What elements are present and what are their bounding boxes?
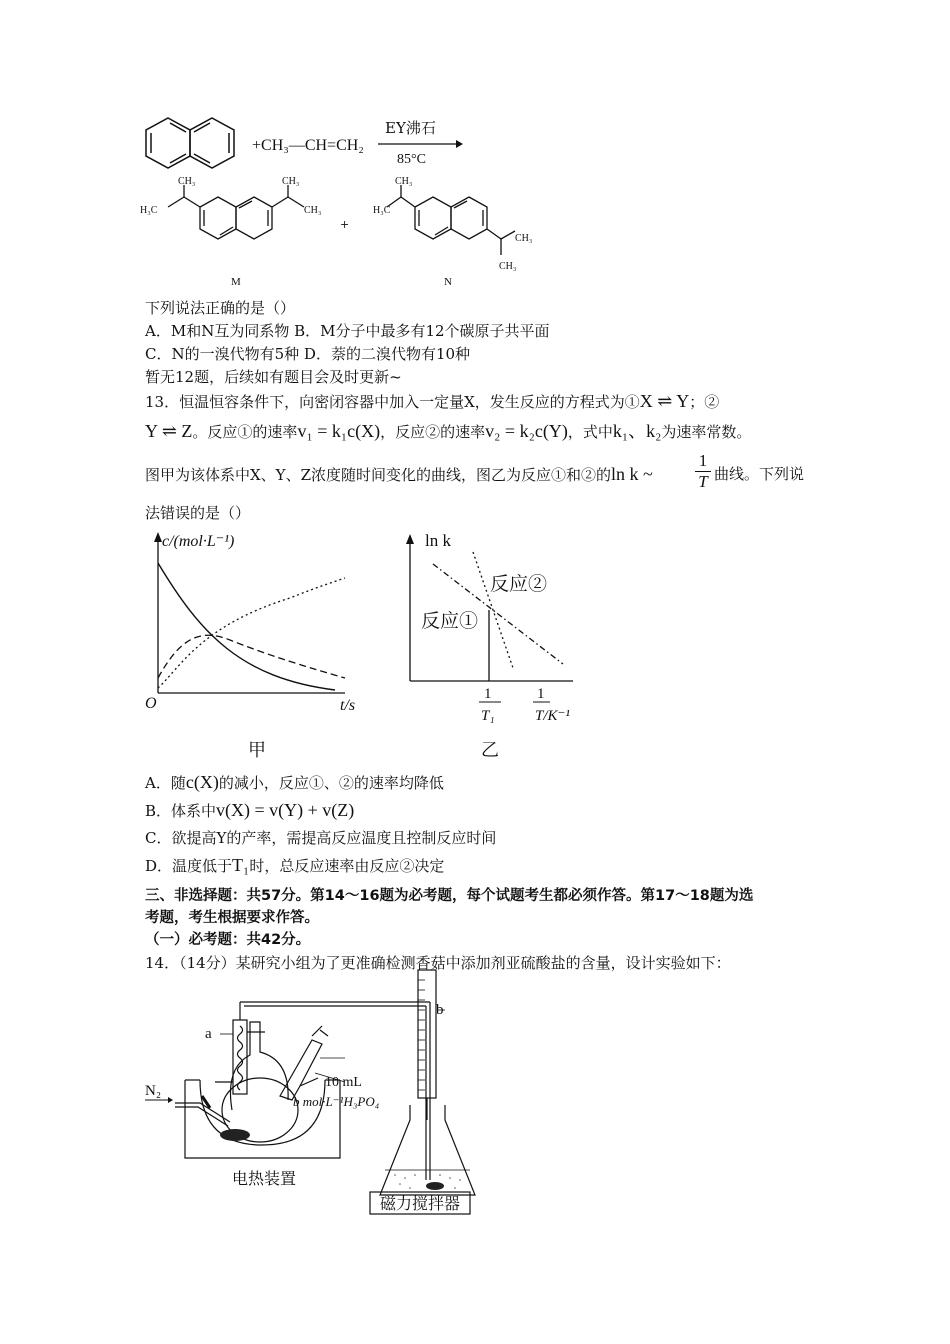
q13-line3a: 图甲为该体系中X、Y、Z浓度随时间变化的曲线，图乙为反应①和②的 (145, 466, 612, 484)
svg-text:H₃C: H₃C (140, 205, 158, 216)
q13-line3b: 曲线。下列说 (714, 465, 805, 483)
q13-frac-den: T (695, 471, 711, 492)
q13-lnk: ln k ~ (611, 464, 653, 484)
q13-option-a-pre: A．随 (145, 774, 186, 792)
fig-b-ylabel: ln k (425, 531, 451, 550)
fig-a-origin: O (145, 695, 157, 712)
label-n2: N₂ (145, 1083, 162, 1099)
q12-note: 暂无12题，后续如有题目会及时更新~ (145, 368, 402, 386)
q13-rate1: v₁ = k₁c(X) (297, 421, 381, 441)
svg-text:CH₃: CH₃ (515, 233, 533, 244)
q13-option-b (145, 800, 354, 821)
q13-line2b: ，反应②的速率 (380, 423, 486, 441)
q13-sep1: ；② (689, 393, 720, 411)
q13-rate2: v₂ = k₂c(Y) (485, 421, 568, 441)
fig-a-ylabel: c/(mol·L⁻¹) (162, 533, 235, 550)
catalyst-label: EY沸石 (385, 119, 436, 137)
label-heater: 电热装置 (232, 1171, 297, 1188)
q13-line4: 法错误的是（） (145, 504, 251, 522)
section3-line1: 三、非选择题：共57分。第14～16题为必考题，每个试题考生都必须作答。第17～18题为选 (145, 888, 754, 904)
figure-jia (140, 528, 370, 768)
reagent-propene: +CH₃—CH=CH₂ (252, 137, 364, 154)
label-reaction2: 反应② (490, 574, 548, 595)
curve-y (158, 635, 345, 678)
curve-x (158, 563, 335, 690)
q13-eq1: X ⇌ Y (639, 391, 690, 411)
svg-text:CH₃: CH₃ (395, 176, 413, 187)
burette (418, 970, 436, 1098)
q12-options-cd: C．N的一溴代物有5种 D．萘的二溴代物有10种 (145, 345, 471, 363)
label-stirrer: 磁力搅拌器 (380, 1196, 461, 1213)
dropping-funnel (280, 1040, 322, 1100)
q13-line1-text: 13．恒温恒容条件下，向密闭容器中加入一定量X，发生反应的方程式为① (145, 393, 640, 411)
label-m: M (231, 276, 241, 288)
q13-option-c: C．欲提高Y的产率，需提高反应温度且控制反应时间 (145, 829, 497, 847)
q13-consts: k₁、k₂ (612, 421, 662, 441)
fig-b-xlabel-den: T/K⁻¹ (535, 708, 570, 724)
plus-sign: + (340, 218, 350, 231)
q12-stem: 下列说法正确的是（） (145, 299, 296, 317)
label-volume: 10 mL (325, 1075, 362, 1090)
fig-b-tick-num: 1 (484, 686, 492, 702)
q13-option-a-post: 的减小，反应①、②的速率均降低 (218, 774, 444, 792)
label-b: b (436, 1002, 444, 1018)
q13-option-a-math: c(X) (185, 772, 219, 792)
q13-option-d-pre: D．温度低于 (145, 857, 233, 875)
q13-line2c: ，式中 (567, 423, 613, 441)
svg-text:CH₃: CH₃ (178, 176, 196, 187)
line-reaction2 (473, 552, 513, 668)
q12-options-ab: A．M和N互为同系物 B．M分子中最多有12个碳原子共平面 (145, 322, 550, 340)
product-n-structure (375, 175, 555, 285)
q13-option-b-pre: B．体系中 (145, 802, 217, 820)
q13-line2d: 为速率常数。 (661, 423, 752, 441)
mushroom-sample (220, 1129, 250, 1141)
q13-frac (695, 451, 711, 492)
q13-option-a (145, 772, 444, 793)
q13-line2 (145, 421, 751, 442)
fig-a-xlabel: t/s (340, 697, 356, 714)
stir-bar (426, 1182, 444, 1190)
label-a: a (205, 1026, 212, 1042)
label-reaction1: 反应① (421, 611, 479, 632)
apparatus-diagram (140, 970, 500, 1220)
q13-frac-num: 1 (698, 451, 708, 470)
q13-option-d-post: 时，总反应速率由反应②决定 (249, 857, 445, 875)
q13-eq2: Y ⇌ Z (145, 421, 193, 441)
temperature-label: 85°C (397, 152, 426, 167)
q13-line2a: 。反应①的速率 (192, 423, 298, 441)
fig-b-xlabel-num: 1 (537, 686, 545, 702)
q13-option-b-math: v(X) = v(Y) + v(Z) (216, 800, 355, 820)
product-m-structure (138, 175, 338, 265)
fig-a-caption: 甲 (248, 740, 266, 760)
reaction-arrow (378, 138, 463, 150)
fig-b-caption: 乙 (481, 740, 499, 760)
svg-text:H₃C: H₃C (373, 205, 391, 216)
svg-text:CH₃: CH₃ (304, 205, 322, 216)
curve-z (158, 578, 345, 688)
svg-text:CH₃: CH₃ (282, 176, 300, 187)
svg-text:CH₃: CH₃ (499, 261, 517, 272)
q13-option-d-math: T₁ (232, 855, 250, 875)
figure-yi (395, 528, 595, 768)
q13-line1 (145, 391, 719, 412)
naphthalene-structure (140, 110, 250, 180)
q13-line3 (145, 464, 653, 485)
label-n: N (444, 276, 452, 288)
label-acid: b mol·L⁻¹H₃PO₄ (293, 1094, 380, 1109)
fig-b-tick-den: T₁ (481, 708, 495, 724)
section3-line2: 考题，考生根据要求作答。 (145, 910, 319, 926)
q13-option-d (145, 855, 444, 876)
section3-sub: （一）必考题：共42分。 (145, 932, 311, 948)
q14-stem: 14．（14分）某研究小组为了更准确检测香菇中添加剂亚硫酸盐的含量，设计实验如下： (145, 954, 731, 972)
